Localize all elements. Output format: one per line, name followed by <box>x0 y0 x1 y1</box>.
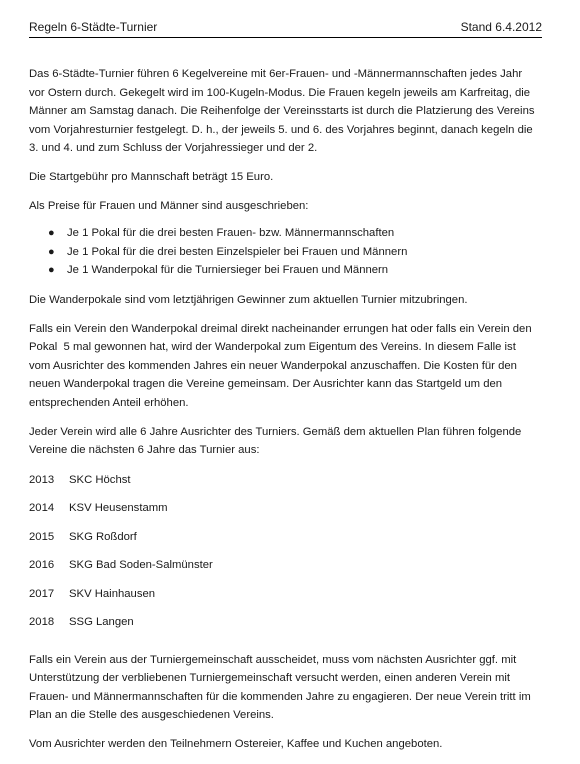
text-line: Jeder Verein wird alle 6 Jahre Ausrichter des Turniers. Gemäß dem aktuellen Plan führen folgende <box>29 425 522 438</box>
list-item <box>29 261 542 280</box>
text-line: Das 6-Städte-Turnier führen 6 Kegelvereine mit 6er-Frauen- und -Männermannschaften jedes Jahr <box>29 68 523 80</box>
text-line: Frauen- und Männermannschaften für die kommenden Jahre zu engagieren. Der neue Verein tritt im <box>29 690 531 703</box>
document-page <box>29 20 542 764</box>
text-line: Falls ein Verein aus der Turniergemeinschaft ausscheidet, muss vom nächsten Ausrichter ggf. mit <box>29 653 517 666</box>
intro-paragraph <box>29 65 542 158</box>
schedule-year: 2015 <box>29 530 55 543</box>
schedule-year: 2014 <box>29 502 55 515</box>
schedule-year: 2016 <box>29 559 55 572</box>
list-item-text: Je 1 Pokal für die drei besten Frauen- bzw. Männermannschaften <box>67 227 395 240</box>
text-line: Falls ein Verein den Wanderpokal dreimal direkt nacheinander errungen hat oder falls ein Verein den <box>29 322 532 335</box>
header-title: Regeln 6-Städte-Turnier <box>29 20 158 34</box>
bullet-icon: ● <box>48 245 55 258</box>
schedule-year: 2017 <box>29 587 55 600</box>
list-item-text: Je 1 Wanderpokal für die Turniersieger bei Frauen und Männern <box>67 264 389 277</box>
document-body <box>29 65 542 754</box>
schedule-year: 2018 <box>29 616 55 629</box>
schedule-row <box>29 585 542 614</box>
text-line: vor Ostern durch. Gekegelt wird im 100-Kugeln-Modus. Die Frauen kegeln jeweils am Karfreitag, die <box>29 86 531 99</box>
prizes-list <box>29 224 542 280</box>
wanderpokal-bring-paragraph: Die Wanderpokale sind vom letztjährigen Gewinner zum aktuellen Turnier mitzubringen. <box>29 293 468 306</box>
text-line: Pokal 5 mal gewonnen hat, wird der Wanderpokal zum Eigentum des Vereins. In diesem Falle ist <box>29 341 516 354</box>
fee-paragraph: Die Startgebühr pro Mannschaft beträgt 15 Euro. <box>29 170 274 183</box>
text-line: entsprechenden Anteil erhöhen. <box>29 396 189 409</box>
text-line: 3. und 4. und zum Schluss der Vorjahressieger und der 2. <box>29 142 318 155</box>
schedule-row <box>29 499 542 528</box>
schedule-year: 2013 <box>29 473 55 486</box>
schedule-club: SKC Höchst <box>69 473 131 486</box>
prizes-intro: Als Preise für Frauen und Männer sind ausgeschrieben: <box>29 199 309 212</box>
withdrawal-paragraph <box>29 651 542 725</box>
wanderpokal-rules-paragraph <box>29 320 542 413</box>
schedule-club: SKG Bad Soden-Salmünster <box>69 559 213 572</box>
bullet-icon: ● <box>48 264 55 277</box>
schedule-row <box>29 556 542 585</box>
schedule-club: SKG Roßdorf <box>69 530 137 543</box>
text-line: neuen Wanderpokal tragen die Vereine gemeinsam. Der Ausrichter kann das Startgeld um den <box>29 378 503 391</box>
schedule-row <box>29 471 542 500</box>
text-line: vom Vorjahresturnier festgelegt. D. h., der jeweils 5. und 6. des Vorjahres beginnt, danach kegeln die <box>29 123 533 136</box>
host-paragraph <box>29 423 542 460</box>
text-line: Plan an die Stelle des ausgeschiedenen Vereins. <box>29 709 274 722</box>
text-line: Unterstützung der verbliebenen Turniergemeinschaft versucht werden, einen anderen Verein mit <box>29 672 511 685</box>
schedule-club: SSG Langen <box>69 616 134 629</box>
page-header <box>29 20 542 38</box>
host-schedule <box>29 471 542 642</box>
schedule-row <box>29 528 542 557</box>
list-item-text: Je 1 Pokal für die drei besten Einzelspieler bei Frauen und Männern <box>67 245 408 258</box>
schedule-club: SKV Hainhausen <box>69 587 156 600</box>
text-line: vom Ausrichter des kommenden Jahres ein neuer Wanderpokal anzuschaffen. Die Kosten für den <box>29 359 517 372</box>
text-line: Vereine die nächsten 6 Jahre das Turnier aus: <box>29 444 260 457</box>
schedule-club: KSV Heusenstamm <box>69 502 168 515</box>
bullet-icon: ● <box>48 227 55 240</box>
refreshments-paragraph: Vom Ausrichter werden den Teilnehmern Ostereier, Kaffee und Kuchen angeboten. <box>29 738 443 751</box>
list-item <box>29 243 542 262</box>
schedule-row <box>29 613 542 642</box>
list-item <box>29 224 542 243</box>
text-line: Männer am Samstag danach. Die Reihenfolge der Vereinsstarts ist durch die Platzierung des Vereins <box>29 105 535 118</box>
header-date: Stand 6.4.2012 <box>460 20 542 34</box>
